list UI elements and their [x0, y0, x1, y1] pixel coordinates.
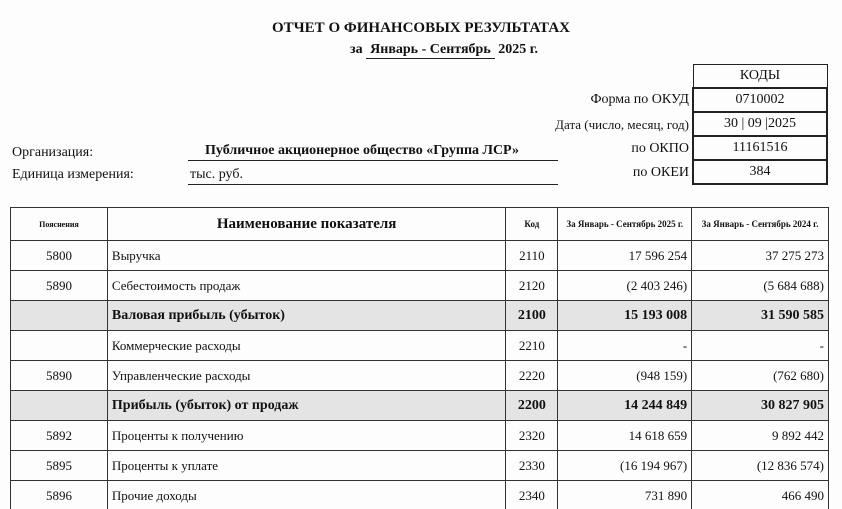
row-value-2025: (948 159) — [558, 361, 692, 391]
row-code: 2340 — [506, 481, 558, 509]
row-name: Себестоимость продаж — [107, 271, 505, 301]
row-code: 2330 — [506, 451, 558, 481]
row-note — [11, 331, 108, 361]
period-prefix: за — [350, 42, 363, 57]
report-title: ОТЧЕТ О ФИНАНСОВЫХ РЕЗУЛЬТАТАХ — [272, 20, 570, 36]
row-value-2025: 15 193 008 — [558, 301, 692, 331]
row-value-2024: 9 892 442 — [692, 421, 829, 451]
row-name: Прибыль (убыток) от продаж — [107, 391, 505, 421]
row-code: 2320 — [506, 421, 558, 451]
row-code: 2220 — [506, 361, 558, 391]
header-notes: Пояснения — [11, 208, 108, 241]
row-value-2025: (2 403 246) — [558, 271, 692, 301]
table-row — [11, 301, 829, 331]
code-okud: 0710002 — [693, 88, 827, 112]
row-value-2024: (5 684 688) — [692, 271, 829, 301]
okud-label: Форма по ОКУД — [590, 92, 689, 107]
row-code: 2200 — [506, 391, 558, 421]
row-code: 2120 — [506, 271, 558, 301]
row-note: 5896 — [11, 481, 108, 509]
row-name: Проценты к уплате — [107, 451, 505, 481]
row-value-2025: 14 244 849 — [558, 391, 692, 421]
header-name: Наименование показателя — [107, 208, 505, 241]
row-code: 2110 — [506, 241, 558, 271]
row-value-2024: (12 836 574) — [692, 451, 829, 481]
code-okpo: 11161516 — [693, 136, 827, 160]
report-period — [350, 42, 538, 59]
row-note: 5890 — [11, 361, 108, 391]
row-name: Валовая прибыль (убыток) — [107, 301, 505, 331]
table-row — [11, 241, 829, 271]
row-value-2025: - — [558, 331, 692, 361]
row-code: 2210 — [506, 331, 558, 361]
table-row — [11, 361, 829, 391]
row-value-2024: 30 827 905 — [692, 391, 829, 421]
codes-table — [692, 64, 828, 185]
code-date: 30 | 09 |2025 — [693, 112, 827, 136]
table-row — [11, 391, 829, 421]
row-value-2025: (16 194 967) — [558, 451, 692, 481]
row-note: 5890 — [11, 271, 108, 301]
unit-value: тыс. руб. — [190, 167, 243, 182]
period-suffix: г. — [529, 42, 539, 57]
row-value-2024: 466 490 — [692, 481, 829, 509]
table-row — [11, 271, 829, 301]
row-value-2025: 731 890 — [558, 481, 692, 509]
row-note: 5895 — [11, 451, 108, 481]
row-name: Выручка — [107, 241, 505, 271]
row-name: Управленческие расходы — [107, 361, 505, 391]
row-value-2025: 17 596 254 — [558, 241, 692, 271]
org-value: Публичное акционерное общество «Группа ЛСР» — [205, 143, 519, 158]
unit-label: Единица измерения: — [12, 167, 134, 182]
date-label: Дата (число, месяц, год) — [555, 117, 689, 132]
okei-label: по ОКЕИ — [632, 165, 689, 180]
row-value-2025: 14 618 659 — [558, 421, 692, 451]
row-note — [11, 301, 108, 331]
code-okei: 384 — [693, 160, 827, 184]
table-row — [11, 331, 829, 361]
financial-table — [10, 207, 829, 509]
org-label: Организация: — [12, 145, 94, 160]
row-value-2024: - — [692, 331, 829, 361]
table-row — [11, 481, 829, 509]
row-value-2024: 31 590 585 — [692, 301, 829, 331]
row-note — [11, 391, 108, 421]
row-note: 5800 — [11, 241, 108, 271]
row-name: Прочие доходы — [107, 481, 505, 509]
table-header — [11, 208, 829, 241]
header-2024: За Январь - Сентябрь 2024 г. — [692, 208, 829, 241]
header-2025: За Январь - Сентябрь 2025 г. — [558, 208, 692, 241]
row-name: Проценты к получению — [107, 421, 505, 451]
codes-title: КОДЫ — [693, 65, 827, 89]
table-row — [11, 451, 829, 481]
row-note: 5892 — [11, 421, 108, 451]
okpo-label: по ОКПО — [631, 141, 689, 156]
period-value: Январь - Сентябрь — [366, 42, 495, 59]
row-value-2024: 37 275 273 — [692, 241, 829, 271]
table-row — [11, 421, 829, 451]
header-code: Код — [506, 208, 558, 241]
row-value-2024: (762 680) — [692, 361, 829, 391]
period-year: 2025 — [498, 42, 527, 57]
row-code: 2100 — [506, 301, 558, 331]
row-name: Коммерческие расходы — [107, 331, 505, 361]
